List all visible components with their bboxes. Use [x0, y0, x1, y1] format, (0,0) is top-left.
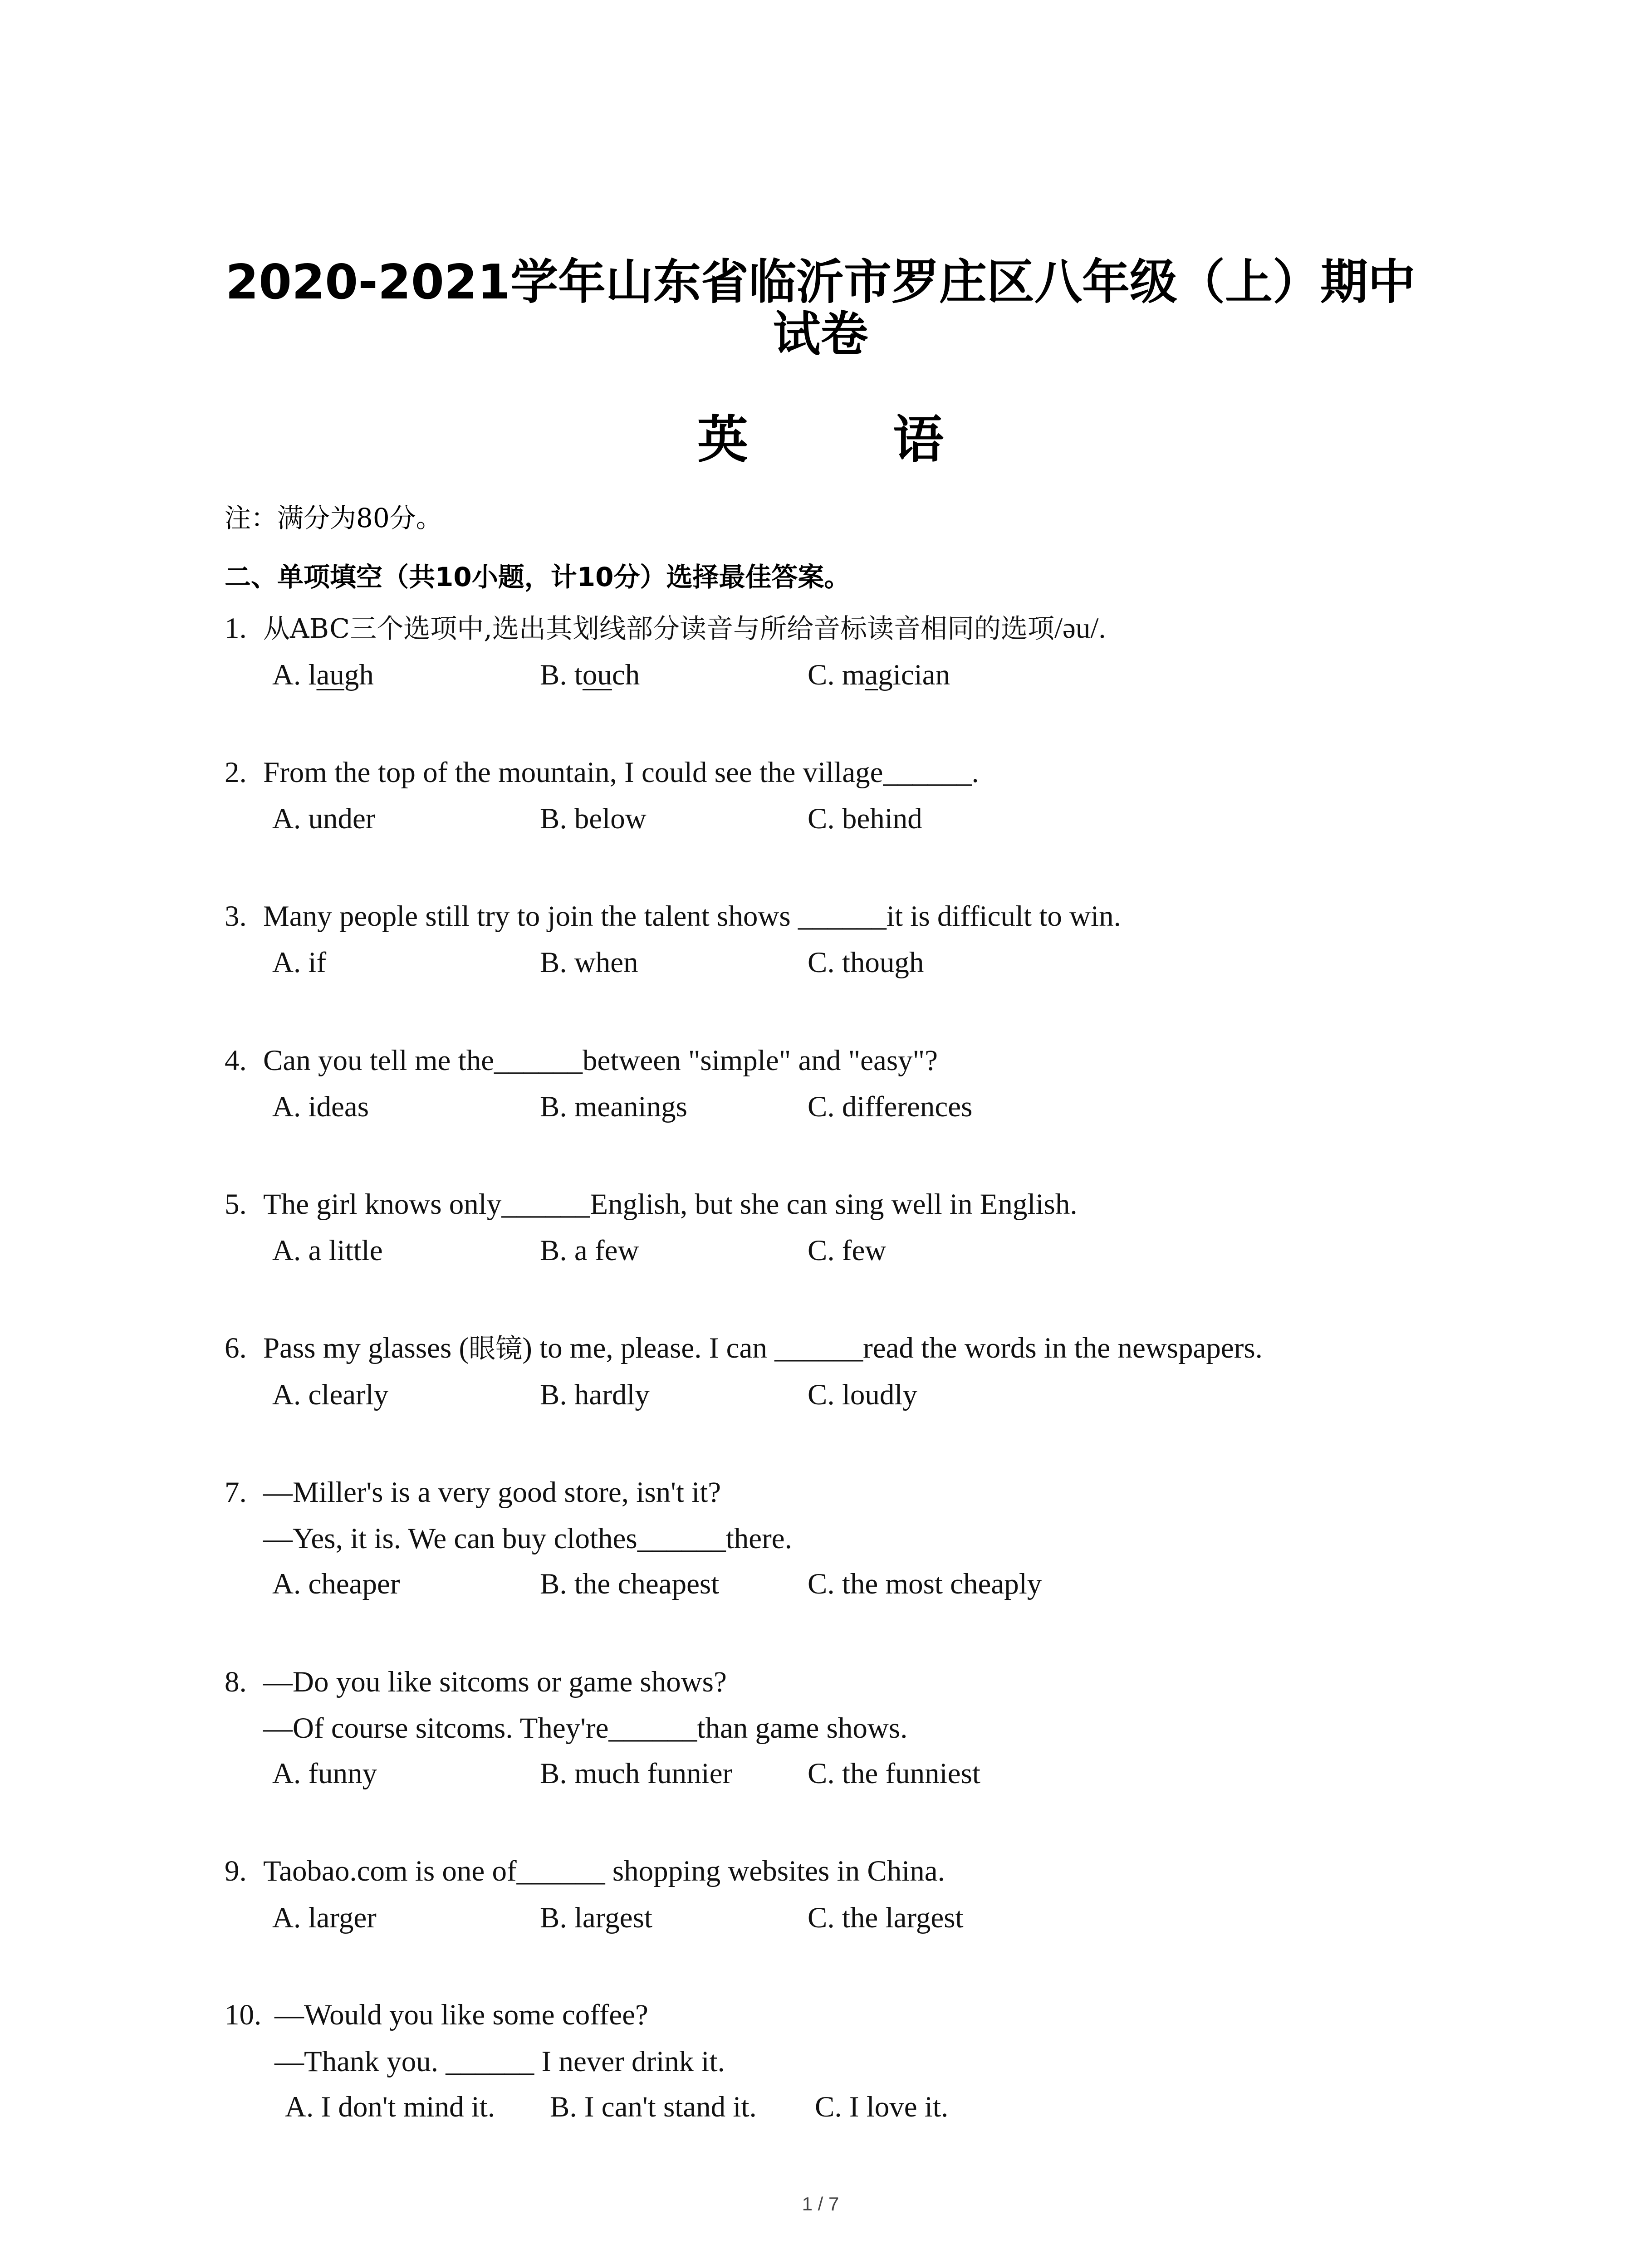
option-text: ch [612, 659, 640, 691]
question-number: 1. [225, 612, 247, 645]
option-a[interactable]: A. funny [272, 1757, 377, 1790]
option-b[interactable]: B. meanings [540, 1090, 687, 1123]
option-c[interactable]: C. the most cheaply [808, 1568, 1042, 1600]
score-note: 注：满分为80分。 [225, 503, 442, 533]
question-number: 6. [225, 1332, 247, 1364]
option-b[interactable]: B. largest [540, 1901, 652, 1934]
section-heading: 二、单项填空（共10小题，计10分）选择最佳答案。 [225, 562, 851, 592]
option-text: C. m [808, 659, 865, 691]
page-number: 1 / 7 [802, 2193, 839, 2214]
question-number: 7. [225, 1476, 247, 1509]
question-stem [263, 1330, 1263, 1367]
question-number: 9. [225, 1855, 247, 1887]
question-stem: —Do you like sitcoms or game shows? [263, 1666, 727, 1698]
underlined-letters: ou [582, 659, 612, 691]
question-stem [263, 610, 1106, 647]
question-stem-reply: —Thank you. ______ I never drink it. [274, 2045, 725, 2078]
option-b[interactable]: B. hardly [540, 1378, 650, 1411]
exam-title-line2: 试卷 [773, 307, 868, 362]
option-a[interactable]: A. under [272, 802, 376, 835]
option-a[interactable]: A. I don't mind it. [285, 2091, 495, 2123]
option-a[interactable]: A. if [272, 946, 327, 979]
option-text: A. l [272, 659, 317, 691]
stem-chinese-gloss: 眼镜 [469, 1333, 523, 1364]
option-b[interactable]: B. below [540, 802, 647, 835]
stem-text: Pass my glasses ( [263, 1332, 469, 1364]
question-stem-reply: —Yes, it is. We can buy clothes______there. [263, 1522, 792, 1555]
option-c[interactable]: C. I love it. [815, 2091, 949, 2123]
question-stem: Can you tell me the______between "simple" and "easy"? [263, 1044, 938, 1077]
question-number: 10. [225, 1999, 262, 2031]
option-b[interactable]: B. much funnier [540, 1757, 733, 1790]
option-a[interactable] [272, 657, 374, 693]
question-stem: —Would you like some coffee? [274, 1999, 648, 2031]
question-number: 3. [225, 900, 247, 933]
option-a[interactable]: A. clearly [272, 1378, 389, 1411]
option-a[interactable]: A. ideas [272, 1090, 369, 1123]
option-a[interactable]: A. a little [272, 1234, 383, 1267]
underlined-letters: au [316, 659, 344, 691]
question-stem: —Miller's is a very good store, isn't it? [263, 1476, 721, 1509]
stem-text: ) to me, please. I can ______read the words in the newspapers. [522, 1332, 1263, 1364]
question-stem: From the top of the mountain, I could see the village______. [263, 756, 979, 789]
option-a[interactable]: A. larger [272, 1901, 377, 1934]
option-text: gician [878, 659, 950, 691]
option-b[interactable]: B. when [540, 946, 638, 979]
exam-title-line1: 2020-2021学年山东省临沂市罗庄区八年级（上）期中 [225, 254, 1416, 310]
underlined-letters: a [865, 659, 878, 691]
option-a[interactable]: A. cheaper [272, 1568, 400, 1600]
question-number: 8. [225, 1666, 247, 1698]
option-b[interactable] [540, 657, 640, 693]
option-c[interactable]: C. the largest [808, 1901, 964, 1934]
question-number: 5. [225, 1188, 247, 1221]
option-c[interactable]: C. few [808, 1234, 887, 1267]
question-number: 2. [225, 756, 247, 789]
option-b[interactable]: B. the cheapest [540, 1568, 720, 1600]
option-c[interactable]: C. behind [808, 802, 922, 835]
option-b[interactable]: B. a few [540, 1234, 639, 1267]
option-b[interactable]: B. I can't stand it. [550, 2091, 757, 2123]
phonetic-symbol: /əu/. [1054, 612, 1106, 645]
stem-chinese-text: 从ABC三个选项中,选出其划线部分读音与所给音标读音相同的选项 [263, 613, 1054, 644]
option-c[interactable]: C. loudly [808, 1378, 917, 1411]
option-c[interactable]: C. though [808, 946, 924, 979]
option-c[interactable] [808, 657, 950, 693]
question-stem: Many people still try to join the talent shows ______it is difficult to win. [263, 900, 1121, 933]
option-text: gh [344, 659, 374, 691]
question-stem-reply: —Of course sitcoms. They're______than game shows. [263, 1712, 908, 1745]
question-stem: Taobao.com is one of______ shopping websites in China. [263, 1855, 945, 1887]
question-stem: The girl knows only______English, but she can sing well in English. [263, 1188, 1078, 1221]
option-c[interactable]: C. the funniest [808, 1757, 980, 1790]
subject-title: 英 语 [697, 410, 1007, 469]
question-number: 4. [225, 1044, 247, 1077]
option-text: B. t [540, 659, 583, 691]
option-c[interactable]: C. differences [808, 1090, 973, 1123]
